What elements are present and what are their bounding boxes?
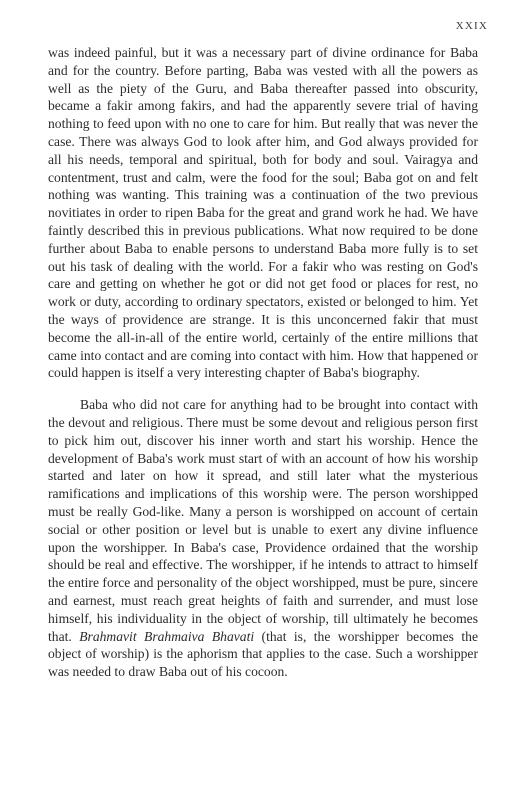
paragraph-2-text-start: Baba who did not care for anything had to be brought into contact with the devout and religious. There must be some devout and religious person first to pick him out, discover his inner worth and start his worship. Hence the development of Baba's work must start of with an account of how his worship started and later on how it spread, and still later what the mysterious ramifications and implications of this worship were. The person worshipped must be really God-like. Many a person is worshipped on account of certain social or other position or level but is unable to exert any divine influence upon the worshipper. In Baba's case, Providence ordained that the worship should be real and effective. The worshipper, if he intends to attract to himself the entire force and personality of the object worshipped, must be pure, sincere and earnest, must reach great heights of faith and surrender, and must lose himself, his individuality in the object of worship, till ultimately he becomes that. bbox=[48, 397, 478, 644]
paragraph-2 bbox=[48, 396, 478, 681]
page-number: XXIX bbox=[455, 20, 488, 32]
body-text bbox=[48, 44, 478, 681]
paragraph-2-text-end: (that is, the worshipper becomes the object of worship) is the aphorism that applies to the case. Such a worshipper was needed to draw Baba out of his cocoon. bbox=[48, 628, 478, 680]
sanskrit-phrase: Brahmavit Brahmaiva Bhavati bbox=[79, 628, 255, 644]
paragraph-1: was indeed painful, but it was a necessary part of divine ordinance for Baba and for the country. Before parting, Baba was vested with all the powers as well as the piety of the Guru, and Baba thereafter passed into obscurity, became a fakir among fakirs, and had the apparently severe trial of having nothing to feed upon with no one to care for him. But really that was never the case. There was always God to look after him, and God always provided for all his needs, temporal and spiritual, both for body and soul. Vairagya and contentment, trust and calm, were the food for the soul; Baba got on and felt nothing was wanting. This training was a continuation of the two previous novitiates in order to ripen Baba for the great and grand work he had. We have faintly described this in previous publications. What now required to be done further about Baba to enable persons to understand Baba more fully is to set out his task of dealing with the world. For a fakir who was resting on God's care and getting on whether he got or did not get food or places for rest, no work or duty, according to ordinary spectators, existed or belonged to him. Yet the ways of providence are strange. It is this unconcerned fakir that must become the all-in-all of the entire world, certainly of the entire millions that came into contact and are coming into contact with him. How that happened or could happen is itself a very interesting chapter of Baba's biography. bbox=[48, 45, 478, 381]
